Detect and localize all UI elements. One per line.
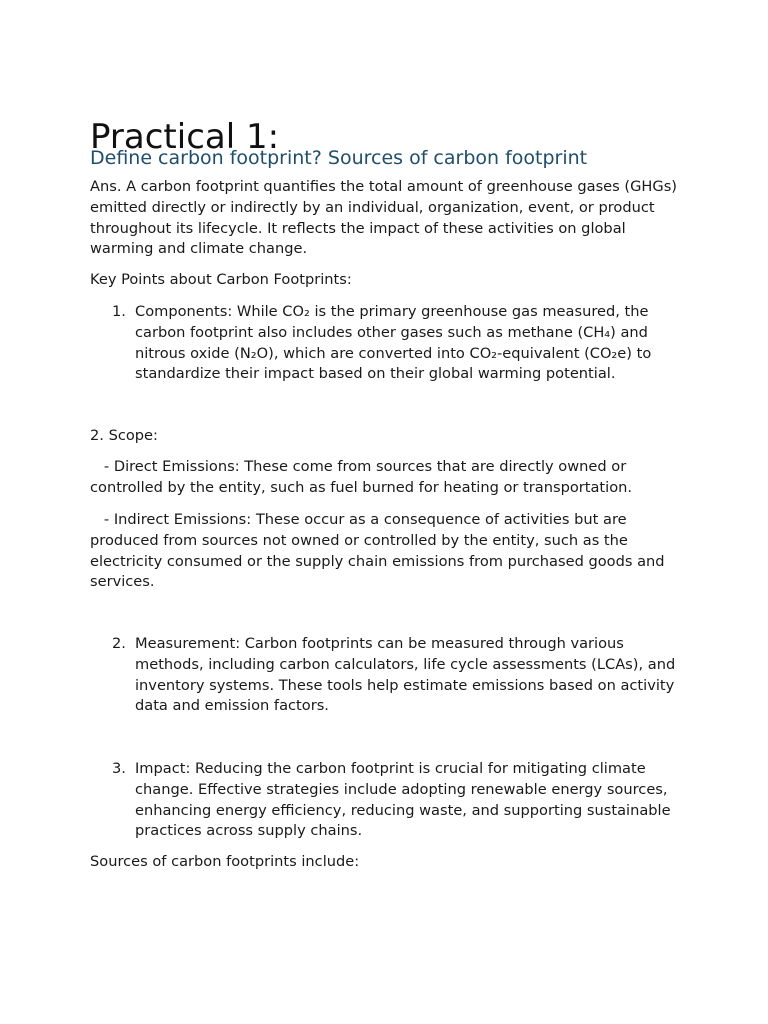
direct-emissions-paragraph: - Direct Emissions: These come from sources that are directly owned or controlled by the entity, such as fuel burned for heating or transportation. <box>90 458 633 496</box>
sources-heading: Sources of carbon footprints include: <box>90 853 360 870</box>
list-item-text: Measurement: Carbon footprints can be measured through various methods, including carbon calculators, life cycle assessments (LCAs), and inventory systems. These tools help estimate emissions based on activity data and emission factors. <box>135 635 676 715</box>
indirect-emissions-paragraph: - Indirect Emissions: These occur as a consequence of activities but are produced from sources not owned or controlled by the entity, such as the electricity consumed or the supply chain emissions from purchased goods and services. <box>90 511 670 591</box>
section-heading: Define carbon footprint? Sources of carbon footprint <box>90 147 588 169</box>
key-points-heading: Key Points about Carbon Footprints: <box>90 271 352 288</box>
list-item-text: Impact: Reducing the carbon footprint is crucial for mitigating climate change. Effective strategies include adopting renewable energy sources, enhancing energy efficiency, reducing waste, and supporting sustainable practices across supply chains. <box>135 760 671 840</box>
list-number: 1. <box>112 303 126 320</box>
page-title: Practical 1: <box>90 116 280 157</box>
list-number: 2. <box>112 635 126 652</box>
intro-paragraph: Ans. A carbon footprint quantifies the total amount of greenhouse gases (GHGs) emitted directly or indirectly by an individual, organization, event, or product throughout its lifecycle. It reflects the impact of these activities on global warming and climate change. <box>90 178 677 258</box>
scope-heading: 2. Scope: <box>90 427 158 444</box>
list-item-text: Components: While CO₂ is the primary greenhouse gas measured, the carbon footprint also includes other gases such as methane (CH₄) and nitrous oxide (N₂O), which are converted into CO₂-equivalent (CO₂e) to standardize their impact based on their global warming potential. <box>135 303 652 383</box>
list-number: 3. <box>112 760 126 777</box>
